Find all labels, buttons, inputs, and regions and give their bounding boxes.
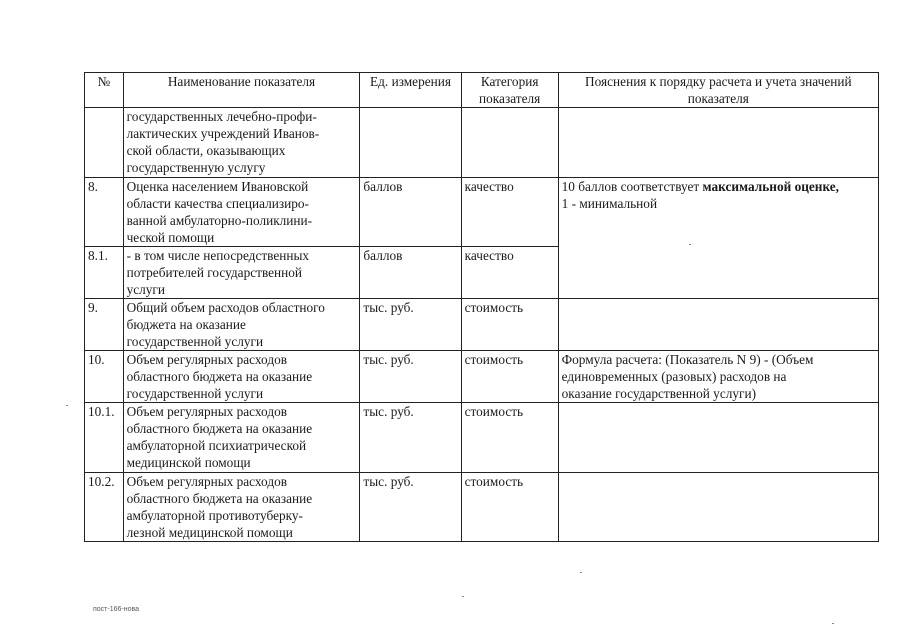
- scan-speck: [832, 623, 834, 624]
- header-name: Наименование показателя: [123, 73, 360, 108]
- cell-notes: [558, 108, 878, 178]
- notes-text: 10 баллов соответствует: [561, 179, 703, 194]
- cell-notes-merged: [558, 178, 878, 299]
- scan-speck: [66, 405, 68, 406]
- table-row: [85, 299, 879, 351]
- cell-unit: баллов: [360, 247, 461, 299]
- cell-category: [461, 108, 558, 178]
- cell-num: 8.1.: [85, 247, 124, 299]
- cell-num: 10.2.: [85, 473, 124, 542]
- header-num: №: [85, 73, 124, 108]
- cell-category: стоимость: [461, 403, 558, 473]
- cell-notes: Формула расчета: (Показатель N 9) - (Объем единовременных (разовых) расходов на оказание государственной услуги): [558, 351, 878, 403]
- cell-unit: тыс. руб.: [360, 299, 461, 351]
- cell-name: Объем регулярных расходов областного бюджета на оказание амбулаторной противотуберку- лезной медицинской помощи: [123, 473, 360, 542]
- cell-category: стоимость: [461, 473, 558, 542]
- table-row: [85, 108, 879, 178]
- table-row: [85, 178, 879, 247]
- header-unit: Ед. измерения: [360, 73, 461, 108]
- cell-num: [85, 108, 124, 178]
- cell-unit: тыс. руб.: [360, 351, 461, 403]
- cell-category: качество: [461, 247, 558, 299]
- cell-notes: [558, 403, 878, 473]
- cell-name: - в том числе непосредственных потребителей государственной услуги: [123, 247, 360, 299]
- cell-category: стоимость: [461, 351, 558, 403]
- cell-name: Общий объем расходов областного бюджета на оказание государственной услуги: [123, 299, 360, 351]
- header-notes: Пояснения к порядку расчета и учета значений показателя: [558, 73, 878, 108]
- cell-name: Оценка населением Ивановской области качества специализиро- ванной амбулаторно-поликлини- ческой помощи: [123, 178, 360, 247]
- cell-unit: тыс. руб.: [360, 403, 461, 473]
- cell-notes: [558, 473, 878, 542]
- cell-name: Объем регулярных расходов областного бюджета на оказание государственной услуги: [123, 351, 360, 403]
- cell-name: Объем регулярных расходов областного бюджета на оказание амбулаторной психиатрической медицинской помощи: [123, 403, 360, 473]
- table-row: [85, 403, 879, 473]
- scan-speck: [580, 572, 582, 573]
- cell-unit: баллов: [360, 178, 461, 247]
- table-row: [85, 473, 879, 542]
- header-category: Категория показателя: [461, 73, 558, 108]
- cell-num: 10.1.: [85, 403, 124, 473]
- scan-speck: [462, 596, 464, 597]
- cell-name: государственных лечебно-профи- лактических учреждений Иванов- ской области, оказывающих государственную услугу: [123, 108, 360, 178]
- cell-num: 10.: [85, 351, 124, 403]
- notes-text-2: 1 - минимальной: [561, 196, 658, 211]
- cell-unit: [360, 108, 461, 178]
- table-row: [85, 351, 879, 403]
- cell-category: качество: [461, 178, 558, 247]
- table-header-row: [85, 73, 879, 108]
- cell-num: 9.: [85, 299, 124, 351]
- scan-speck: [689, 244, 691, 245]
- cell-unit: тыс. руб.: [360, 473, 461, 542]
- cell-num: 8.: [85, 178, 124, 247]
- footer-document-code: пост-166-нова: [93, 606, 140, 613]
- cell-category: стоимость: [461, 299, 558, 351]
- indicators-table: [84, 72, 879, 542]
- cell-notes: [558, 299, 878, 351]
- notes-bold-text: максимальной оценке,: [702, 179, 840, 194]
